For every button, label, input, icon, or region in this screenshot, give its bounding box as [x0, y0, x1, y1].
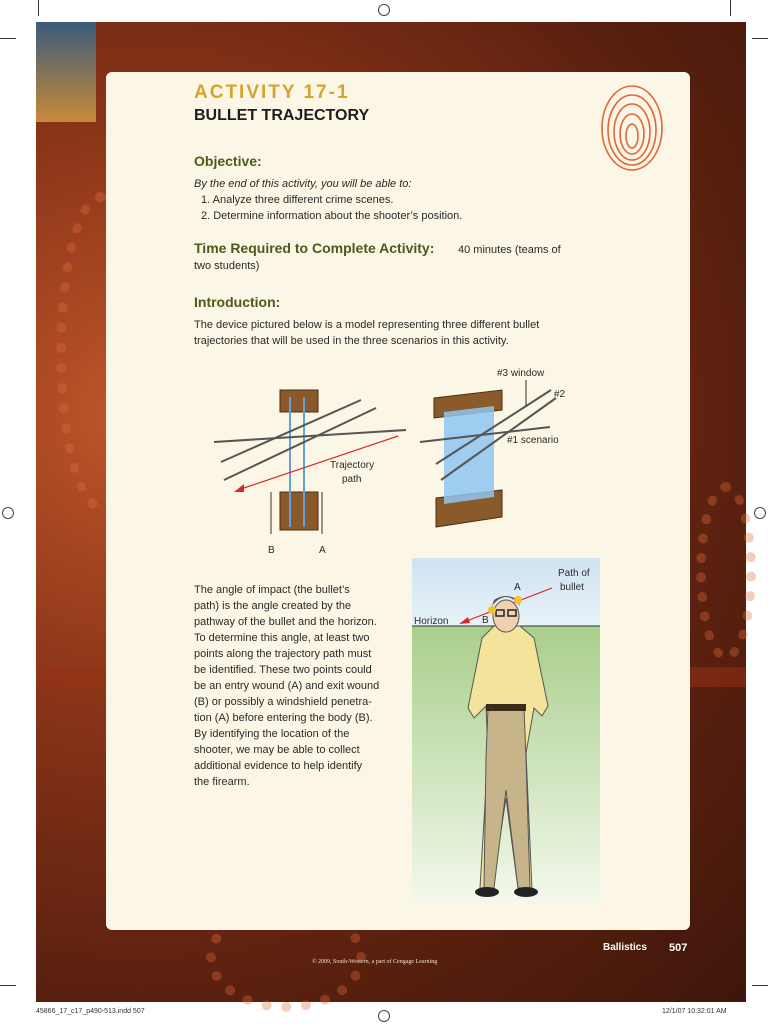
activity-title: BULLET TRAJECTORY — [194, 107, 370, 124]
path-label-2: bullet — [560, 582, 584, 593]
label-b: B — [268, 545, 275, 556]
body-line: path) is the angle created by the — [194, 600, 352, 612]
objective-item-2: 2. Determine information about the shooter’s position. — [201, 210, 463, 222]
two-label: #2 — [554, 389, 566, 400]
body-line: The angle of impact (the bullet’s — [194, 584, 350, 596]
fingerprint-bg-right — [696, 482, 756, 662]
crop-mark — [0, 985, 16, 986]
introduction-heading: Introduction: — [194, 294, 281, 310]
registration-mark-right — [754, 507, 766, 519]
body-line: be identified. These two points could — [194, 664, 372, 676]
activity-number: ACTIVITY 17-1 — [194, 82, 350, 103]
label-a: A — [319, 545, 326, 556]
body-line: By identifying the location of the — [194, 728, 350, 740]
body-line: points along the trajectory path must — [194, 648, 372, 660]
body-line: To determine this angle, at least two — [194, 632, 370, 644]
scenario-label: #1 scenario — [507, 435, 559, 446]
objective-lead: By the end of this activity, you will be able to: — [194, 178, 412, 190]
copyright-line: © 2009, South-Western, a part of Cengage Learning — [312, 959, 438, 965]
crop-mark — [0, 38, 16, 39]
registration-mark-top — [378, 4, 390, 16]
slug-date: 12/1/07 10:32:01 AM — [662, 1008, 727, 1015]
objective-item-1: 1. Analyze three different crime scenes. — [201, 194, 394, 206]
angle-of-impact-illustration — [412, 558, 600, 904]
introduction-line-1: The device pictured below is a model representing three different bullet — [194, 319, 540, 331]
crop-mark — [38, 0, 39, 16]
trajectory-label-2: path — [342, 474, 362, 485]
body-paragraph — [194, 582, 398, 790]
footer-page-number: 507 — [669, 942, 688, 954]
body-line: be an entry wound (A) and exit wound — [194, 680, 380, 692]
body-line: shooter, we may be able to collect — [194, 744, 360, 756]
body-line: pathway of the bullet and the horizon. — [194, 616, 377, 628]
footer-section: Ballistics — [603, 942, 647, 953]
trajectory-device-diagram — [106, 72, 690, 572]
path-label-1: Path of — [558, 568, 590, 579]
time-heading: Time Required to Complete Activity: — [194, 240, 435, 256]
body-line: tion (A) before entering the body (B). — [194, 712, 373, 724]
window-label: #3 window — [497, 368, 545, 379]
registration-mark-bottom — [378, 1010, 390, 1022]
time-value-2: two students) — [194, 260, 260, 272]
point-b-label: B — [482, 615, 489, 626]
trajectory-label-1: Trajectory — [330, 460, 375, 471]
objective-heading: Objective: — [194, 153, 262, 169]
registration-mark-left — [2, 507, 14, 519]
time-value-1: 40 minutes (teams of — [458, 244, 561, 256]
crop-mark — [730, 0, 731, 16]
crop-mark — [752, 38, 768, 39]
point-a-label: A — [514, 582, 521, 593]
slug-file: 45866_17_c17_p490-513.indd 507 — [36, 1008, 145, 1015]
introduction-line-2: trajectories that will be used in the three scenarios in this activity. — [194, 335, 509, 347]
crop-mark — [752, 985, 768, 986]
body-line: (B) or possibly a windshield penetra- — [194, 696, 372, 708]
horizon-label: Horizon — [414, 616, 449, 627]
activity-card — [106, 72, 690, 930]
corner-glow — [36, 22, 96, 122]
body-line: additional evidence to help identify — [194, 760, 363, 772]
body-line: the firearm. — [194, 776, 250, 788]
